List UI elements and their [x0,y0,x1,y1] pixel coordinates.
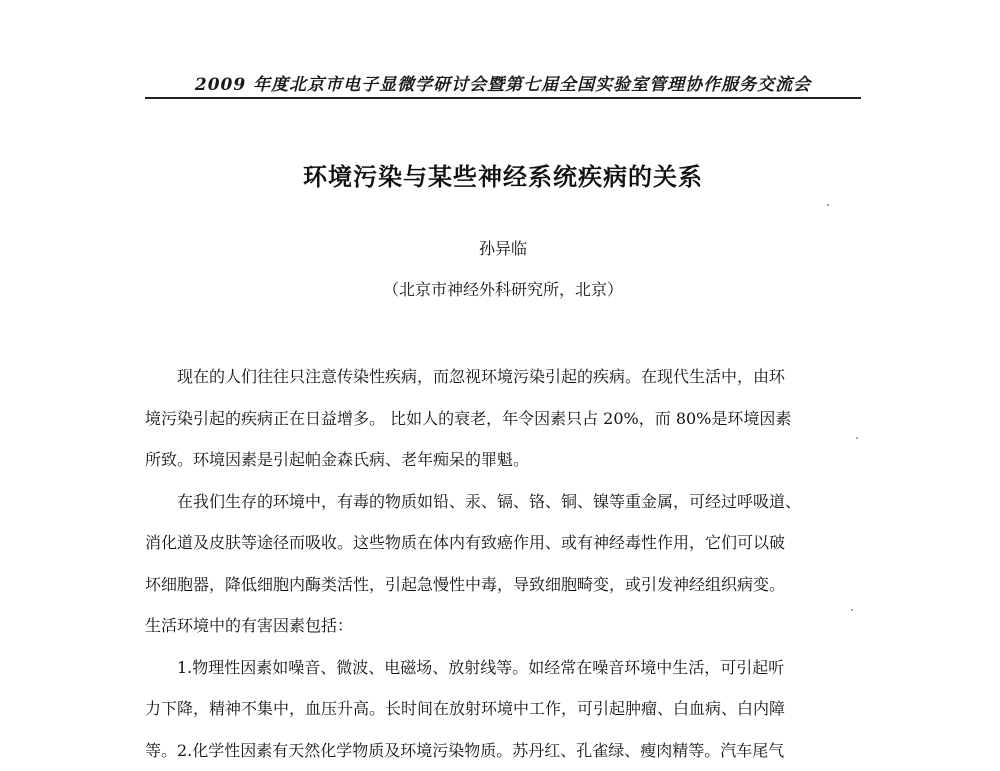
scan-speck [856,437,858,439]
body-line: 现在的人们往往只注意传染性疾病，而忽视环境污染引起的疾病。在现代生活中，由环 [145,356,861,398]
body-line: 等。2.化学性因素有天然化学物质及环境污染物质。苏丹红、孔雀绿、瘦肉精等。汽车尾气 [145,730,861,771]
body-line: 生活环境中的有害因素包括： [145,605,861,647]
body-line: 所致。环境因素是引起帕金森氏病、老年痴呆的罪魁。 [145,439,861,481]
author-affiliation: （北京市神经外科研究所，北京） [145,277,861,300]
body-line: 力下降，精神不集中，血压升高。长时间在放射环境中工作，可引起肿瘤、白血病、白内障 [145,688,861,730]
body-line: 坏细胞器，降低细胞内酶类活性，引起急慢性中毒，导致细胞畸变，或引发神经组织病变。 [145,564,861,606]
body-line: 消化道及皮肤等途径而吸收。这些物质在体内有致癌作用、或有神经毒性作用，它们可以破 [145,522,861,564]
body-line: 在我们生存的环境中，有毒的物质如铅、汞、镉、铬、铜、镍等重金属，可经过呼吸道、 [145,481,861,523]
body-text [145,356,861,771]
author-name: 孙异临 [145,236,861,259]
paper-title: 环境污染与某些神经系统疾病的关系 [145,157,861,192]
conference-running-header: 2009 年度北京市电子显微学研讨会暨第七届全国实验室管理协作服务交流会 [145,70,861,95]
header-rule [145,97,861,99]
scan-speck [851,609,853,611]
scan-speck [827,204,829,206]
body-line: 境污染引起的疾病正在日益增多。 比如人的衰老，年令因素只占 20%，而 80%是环境因素 [145,398,861,440]
body-line: 1.物理性因素如噪音、微波、电磁场、放射线等。如经常在噪音环境中生活，可引起听 [145,647,861,689]
